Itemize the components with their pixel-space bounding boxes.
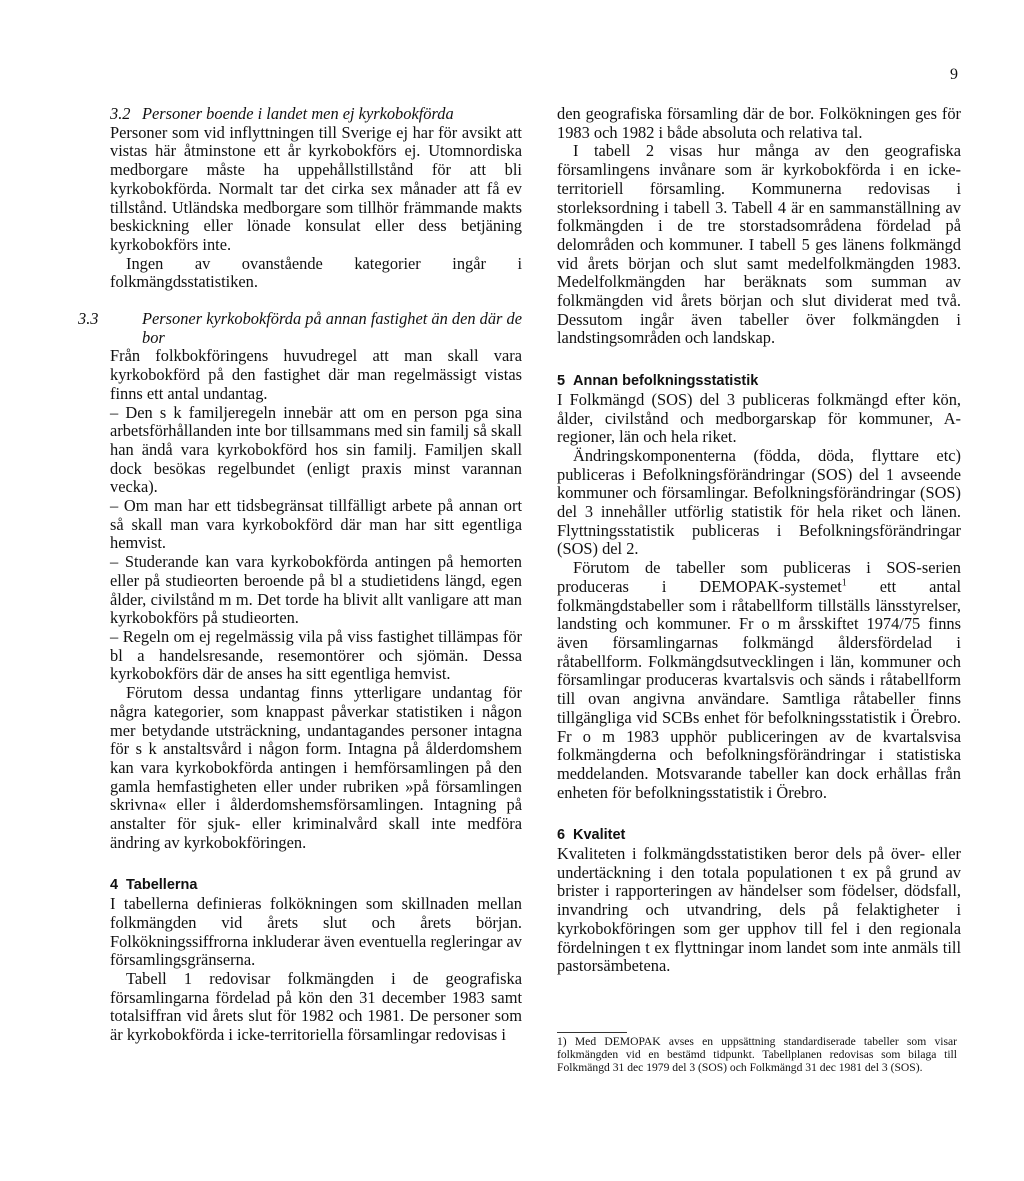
dash-item: – Studerande kan vara kyrkobokförda antingen på hemorten eller på studieorten beroende på bl a studietidens längd, egen ålder, civilstånd m m. Det torde ha blivit allt vanligare att man kyrkobokförs på studieorten.	[110, 552, 522, 628]
footnote-rule	[557, 1032, 627, 1033]
paragraph: den geografiska församling där de bor. Folkökningen ges för 1983 och 1982 i både absoluta och relativa tal.	[557, 104, 961, 142]
section-title: Personer boende i landet men ej kyrkobokförda	[142, 104, 454, 123]
left-column	[78, 104, 522, 1045]
paragraph-text: ett antal folkmängdstabeller som i råtabellform tillställs länsstyrelser, landsting och kommuner. Fr o m årsskiftet 1974/75 finns även församlingarnas folkmängd åldersfördelad i råtabellform. Folkmängdsutvecklingen i län, kommuner och församlingar produceras kvartalsvis och sänds i råtabellform till ovan angivna användare. Samtliga råtabeller finns tillgängliga vid SCBs enhet för befolkningsstatistik i Örebro. Fr o m 1983 upphör publiceringen av de kvartalsvisa folkmängderna och befolkningsförändringar i statistiska meddelanden. Motsvarande tabeller kan dock erhållas från enheten för befolkningsstatistik i Örebro.	[557, 576, 962, 802]
section-3-2-heading	[110, 105, 522, 124]
dash-item: – Om man har ett tidsbegränsat tillfälligt arbete på annan ort så skall man vara kyrkobokförd där man har sitt egentliga hemvist.	[110, 496, 522, 553]
page-number: 9	[950, 66, 958, 83]
section-number: 5	[557, 373, 566, 390]
paragraph: Ingen av ovanstående kategorier ingår i folkmängdsstatistiken.	[110, 253, 522, 292]
section-number: 4	[110, 877, 119, 894]
right-column	[557, 105, 961, 976]
paragraph: Från folkbokföringens huvudregel att man skall vara kyrkobokförd på den fastighet där man regelmässigt vistas finns ett antal undantag.	[110, 346, 522, 403]
paragraph: I Folkmängd (SOS) del 3 publiceras folkmängd efter kön, ålder, civilstånd och medborgarskap för kommuner, A-regioner, län och hela riket.	[557, 389, 961, 447]
paragraph: Personer som vid inflyttningen till Sverige ej har för avsikt att vistas här åtminstone ett år kyrkobokförs ej. Utomnordiska medborgare måste ha uppehållstillstånd för att bli kyrkobokförda. Normalt tar det cirka sex månader att få ev tillstånd. Utländska medborgare som tillhör främmande makts beskickning eller lönade konsulat eller dess betjäning kyrkobokförs inte.	[110, 122, 522, 254]
footnote	[557, 1032, 957, 1074]
section-5-heading	[557, 372, 961, 391]
paragraph: Kvaliteten i folkmängdsstatistiken beror dels på över- eller undertäckning i den totala populationen t ex på grund av brister i rapporteringen av händelser som födelser, dödsfall, invandring och utvandring, dels på felaktigheter i kyrkobokföringen som ger upphov till fel i den regionala fördelningen t ex flyttningar inom landet som inte anmäls till pastorsämbetena.	[557, 844, 961, 976]
paragraph: Förutom dessa undantag finns ytterligare undantag för några kategorier, som knappast påverkar statistiken i någon mer betydande utsträckning, undantagandes personer intagna för s k anstaltsvård i någon form. Intagna på ålderdomshem kan vara kyrkobokförda antingen i hemförsamlingen på den gamla hemfastigheten eller under rubriken »på församlingen skrivna« eller i ålderdomshemsförsamlingen. Intagning på anstalter för sjuk- eller kriminalvård skall inte medföra ändring av kyrkobokföringen.	[110, 683, 522, 852]
section-title: Personer kyrkobokförda på annan fastighet än den där de bor	[142, 309, 522, 347]
paragraph: I tabellerna definieras folkökningen som skillnaden mellan folkmängden vid årets slut och årets början. Folkökningssiffrorna inkluderar även eventuella regleringar av församlingsgränserna.	[110, 894, 522, 970]
section-6-heading	[557, 826, 961, 845]
paragraph: Ändringskomponenterna (födda, döda, flyttare etc) publiceras i Befolkningsförändringar (SOS) del 1 avseende kommuner och församlingar. Befolkningsförändringar (SOS) del 3 innehåller utförlig statistik för hela riket och länen. Flyttningsstatistik publiceras i Befolkningsförändringar (SOS) del 2.	[557, 445, 961, 559]
section-3-3-heading	[78, 309, 522, 347]
dash-item: – Regeln om ej regelmässig vila på viss fastighet tillämpas för bl a handelsresande, resemontörer och sjömän. Dessa kyrkobokförs där de anses ha sitt egentliga hemvist.	[110, 626, 522, 684]
section-number: 3.3	[78, 309, 99, 329]
section-title: Annan befolkningsstatistik	[573, 373, 759, 390]
paragraph: Tabell 1 redovisar folkmängden i de geografiska församlingarna fördelad på kön den 31 december 1983 samt totalsiffran vid årets slut för 1982 och 1981. De personer som är kyrkobokförda i icke-territoriella församlingar redovisas i	[110, 968, 522, 1045]
paragraph-text: Förutom de tabeller som publiceras i SOS-serien produceras i DEMOPAK-systemet	[557, 558, 961, 596]
section-number: 6	[557, 827, 566, 844]
footnote-text: 1) Med DEMOPAK avses en uppsättning standardiserade tabeller som visar folkmängden vid en bestämd tidpunkt. Tabellplanen redovisas som bilaga till Folkmängd 31 dec 1979 del 3 (SOS) och Folkmängd 31 dec 1981 del 3 (SOS).	[557, 1035, 957, 1074]
paragraph	[557, 559, 961, 802]
section-4-heading	[110, 876, 522, 895]
paragraph: I tabell 2 visas hur många av den geografiska församlingens invånare som är kyrkobokförda i en icke-territoriell församling. Kommunerna redovisas i storleksordning i tabell 3. Tabell 4 är en sammanställning av folkmängden i de tre storstadsområdena fördelad på delområden och kommuner. I tabell 5 ges länens folkmängd vid årets början och slut samt medelfolkmängden 1983. Medelfolkmängden har beräknats som summan av folkmängden vid årets början och slut dividerat med två. Dessutom ingår även tabeller över folkmängden i landstingsområden och landskap.	[557, 141, 961, 348]
section-number: 3.2	[110, 104, 131, 123]
section-title: Kvalitet	[573, 827, 626, 844]
dash-item: – Den s k familjeregeln innebär att om en person pga sina arbetsförhållanden inte bor tillsammans med sin familj så skall han ändå vara kyrkobokförd hos sin familj. Familjen skall dock besökas regelbundet (enligt praxis minst varannan vecka).	[110, 402, 522, 497]
footnote-marker: 1	[841, 577, 847, 589]
section-title: Tabellerna	[126, 877, 198, 894]
